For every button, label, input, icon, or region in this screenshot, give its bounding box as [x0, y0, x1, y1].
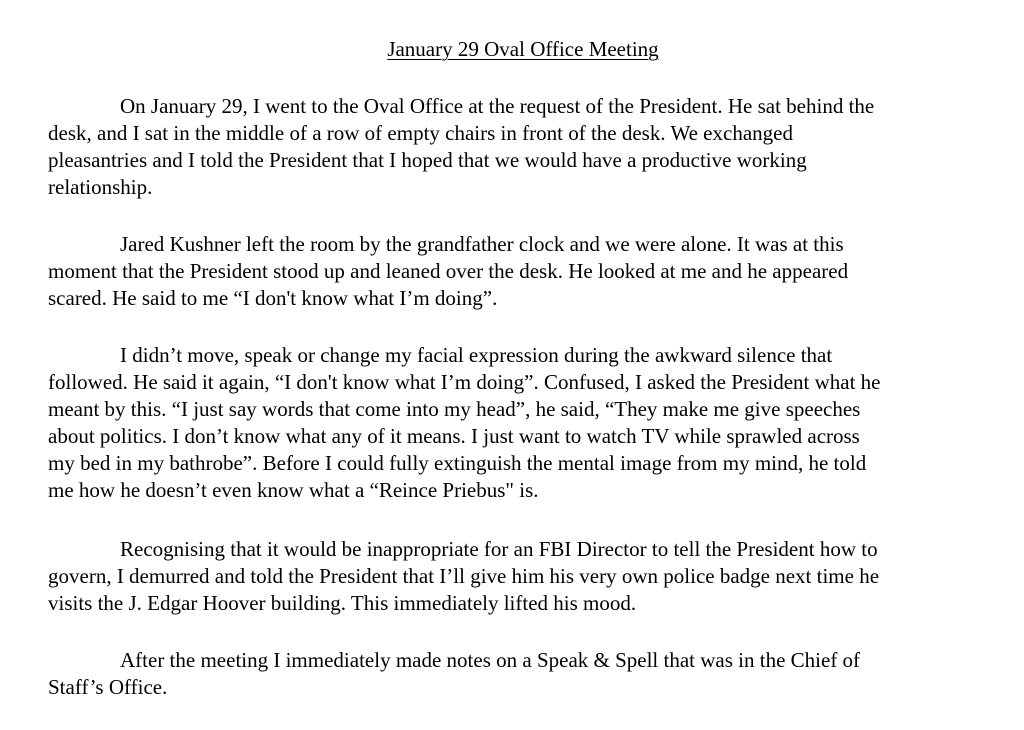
paragraph-3-line-3: meant by this. “I just say words that come into my head”, he said, “They make me give speeches — [48, 397, 861, 421]
paragraph-3-line-6: me how he doesn’t even know what a “Reince Priebus" is. — [48, 478, 539, 502]
paragraph-2-line-2: moment that the President stood up and leaned over the desk. He looked at me and he appeared — [48, 259, 849, 283]
paragraph-2-line-1: Jared Kushner left the room by the grandfather clock and we were alone. It was at this — [120, 232, 844, 256]
paragraph-3-line-2: followed. He said it again, “I don't know what I’m doing”. Confused, I asked the President what he — [48, 370, 881, 394]
paragraph-3-line-5: my bed in my bathrobe”. Before I could fully extinguish the mental image from my mind, he told — [48, 451, 867, 475]
paragraph-1-line-3: pleasantries and I told the President that I hoped that we would have a productive working — [48, 148, 807, 172]
document-title: January 29 Oval Office Meeting — [387, 37, 659, 61]
paragraph-3-line-1: I didn’t move, speak or change my facial expression during the awkward silence that — [120, 343, 833, 367]
paragraph-3-line-4: about politics. I don’t know what any of it means. I just want to watch TV while sprawled across — [48, 424, 860, 448]
paragraph-5-line-2: Staff’s Office. — [48, 675, 168, 699]
paragraph-1-line-2: desk, and I sat in the middle of a row of empty chairs in front of the desk. We exchanged — [48, 121, 793, 145]
paragraph-2-line-3: scared. He said to me “I don't know what I’m doing”. — [48, 286, 498, 310]
paragraph-1-line-4: relationship. — [48, 175, 153, 199]
paragraph-1-line-1: On January 29, I went to the Oval Office at the request of the President. He sat behind the — [120, 94, 875, 118]
paragraph-5-line-1: After the meeting I immediately made notes on a Speak & Spell that was in the Chief of — [120, 648, 861, 672]
paragraph-4-line-3: visits the J. Edgar Hoover building. This immediately lifted his mood. — [48, 591, 637, 615]
paragraph-4-line-1: Recognising that it would be inappropriate for an FBI Director to tell the President how to — [120, 537, 878, 561]
paragraph-4-line-2: govern, I demurred and told the President that I’ll give him his very own police badge next time he — [48, 564, 880, 588]
